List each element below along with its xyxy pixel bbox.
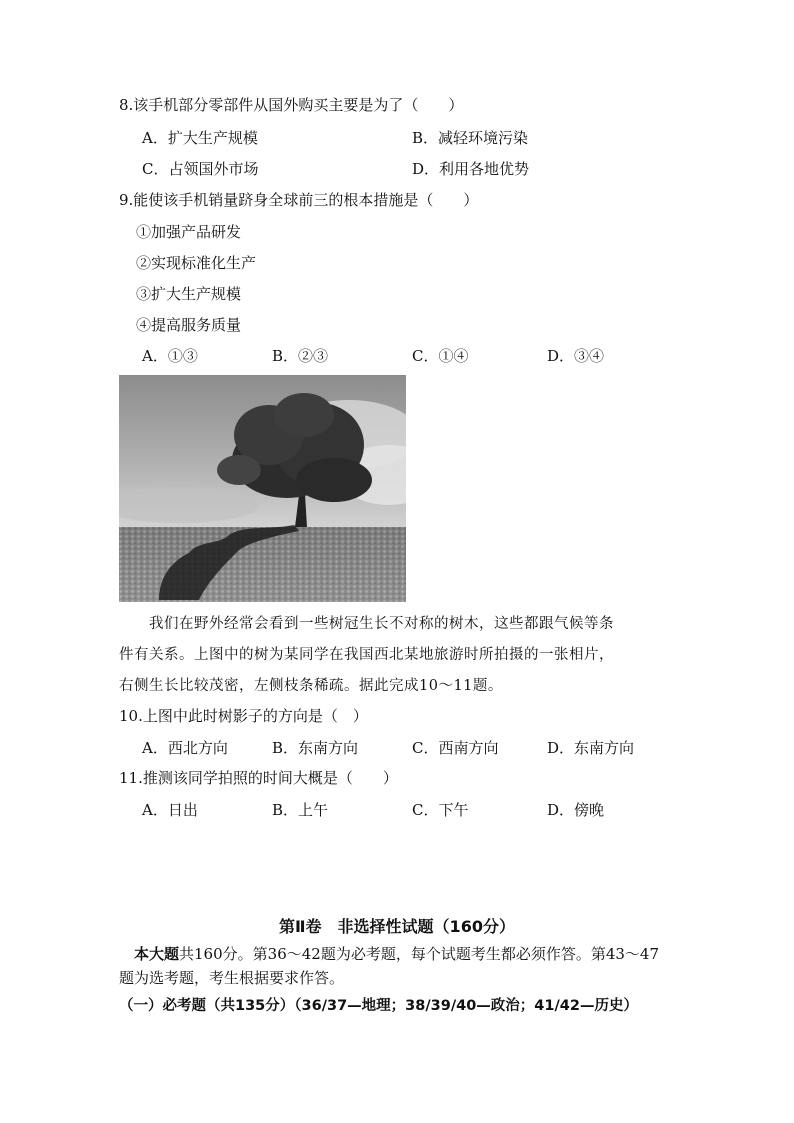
question-9-item-1: ①加强产品研发 [136, 223, 242, 241]
question-8-option-c: C．占领国外市场 [142, 160, 259, 178]
question-10-option-c: C．西南方向 [412, 739, 499, 757]
section-2-intro [119, 942, 684, 990]
question-8-option-d: D．利用各地优势 [412, 160, 530, 178]
question-10-option-d: D．东南方向 [547, 739, 635, 757]
question-8-stem: 8.该手机部分零部件从国外购买主要是为了（ ） [119, 96, 464, 114]
section-2-title: 第Ⅱ卷 非选择性试题（160分） [279, 917, 515, 936]
question-10-stem: 10.上图中此时树影子的方向是（ ） [119, 707, 368, 725]
question-9-stem: 9.能使该手机销量跻身全球前三的根本措施是（ ） [119, 191, 479, 209]
passage-line-2: 件有关系。上图中的树为某同学在我国西北某地旅游时所拍摄的一张相片， [119, 647, 614, 663]
question-11-option-c: C．下午 [412, 801, 469, 819]
section-2-intro-line-2: 题为选考题，考生根据要求作答。 [119, 969, 345, 987]
question-11-option-b: B．上午 [272, 801, 329, 819]
section-2-intro-bold: 本大题 [134, 945, 180, 963]
question-9-item-2: ②实现标准化生产 [136, 254, 257, 272]
question-11-stem: 11.推测该同学拍照的时间大概是（ ） [119, 769, 398, 787]
question-9-item-3: ③扩大生产规模 [136, 285, 242, 303]
passage-text [119, 609, 684, 702]
tree-photo [119, 375, 406, 602]
question-8-option-a: A．扩大生产规模 [142, 129, 258, 147]
section-2-subhead: （一）必考题（共135分）（36/37—地理；38/39/40—政治；41/42—历史） [119, 998, 638, 1014]
question-10-option-b: B．东南方向 [272, 739, 359, 757]
question-9-option-d: D．③④ [547, 347, 605, 365]
question-11-option-d: D．傍晚 [547, 801, 605, 819]
question-9-item-4: ④提高服务质量 [136, 316, 242, 334]
question-9-option-c: C．①④ [412, 347, 469, 365]
question-8-option-b: B．减轻环境污染 [412, 129, 529, 147]
question-10-option-a: A．西北方向 [142, 739, 228, 757]
question-9-option-b: B．②③ [272, 347, 329, 365]
passage-line-1: 我们在野外经常会看到一些树冠生长不对称的树木，这些都跟气候等条 [149, 616, 614, 632]
section-2-intro-line-1: 共160分。第36～42题为必考题，每个试题考生都必须作答。第43～47 [179, 945, 659, 963]
question-9-option-a: A．①③ [142, 347, 198, 365]
question-11-option-a: A．日出 [142, 801, 198, 819]
passage-line-3: 右侧生长比较茂密，左侧枝条稀疏。据此完成10～11题。 [119, 678, 503, 694]
